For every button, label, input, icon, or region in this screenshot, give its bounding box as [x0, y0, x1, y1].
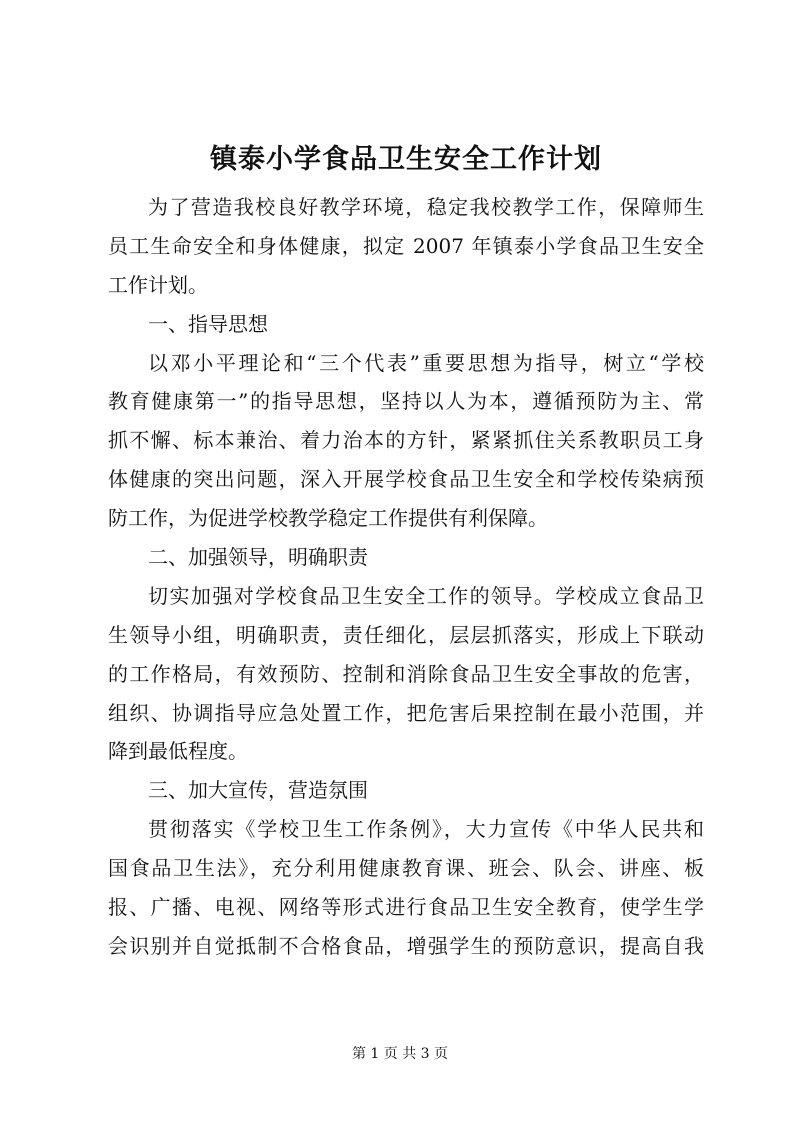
section-heading: 二、加强领导，明确职责 — [148, 545, 368, 570]
paragraph-line: 员工生命安全和身体健康，拟定 2007 年镇泰小学食品卫生安全 — [108, 233, 704, 258]
paragraph-line: 生领导小组，明确职责，责任细化，层层抓落实，形成上下联动 — [108, 622, 704, 647]
paragraph-line: 以邓小平理论和“三个代表”重要思想为指导，树立“学校 — [148, 350, 704, 375]
paragraph-line: 国食品卫生法》，充分利用健康教育课、班会、队会、讲座、板 — [108, 856, 704, 881]
section-heading: 三、加大宣传，营造氛围 — [148, 778, 368, 803]
paragraph-line: 会识别并自觉抵制不合格食品，增强学生的预防意识，提高自我 — [108, 933, 704, 958]
paragraph-line: 工作计划。 — [108, 272, 208, 297]
paragraph-line: 组织、协调指导应急处置工作，把危害后果控制在最小范围，并 — [108, 700, 704, 725]
paragraph-line: 为了营造我校良好教学环境，稳定我校教学工作，保障师生 — [148, 195, 704, 219]
paragraph-line: 的工作格局，有效预防、控制和消除食品卫生安全事故的危害， — [108, 661, 704, 686]
paragraph-line: 贯彻落实《学校卫生工作条例》，大力宣传《中华人民共和 — [148, 817, 704, 842]
document-body — [108, 188, 704, 966]
paragraph-line: 教育健康第一”的指导思想，坚持以人为本，遵循预防为主、常 — [108, 389, 704, 414]
paragraph-line: 报、广播、电视、网络等形式进行食品卫生安全教育，使学生学 — [108, 895, 704, 920]
paragraph-line: 降到最低程度。 — [108, 739, 248, 764]
paragraph-line: 防工作，为促进学校教学稳定工作提供有利保障。 — [108, 506, 548, 531]
paragraph-line: 体健康的突出问题，深入开展学校食品卫生安全和学校传染病预 — [108, 467, 704, 492]
page-footer: 第 1 页 共 3 页 — [351, 1046, 449, 1062]
section-heading: 一、指导思想 — [148, 311, 268, 336]
paragraph-line: 切实加强对学校食品卫生安全工作的领导。学校成立食品卫 — [148, 583, 704, 608]
document-title: 镇泰小学食品卫生安全工作计划 — [210, 144, 602, 175]
paragraph-line: 抓不懈、标本兼治、着力治本的方针，紧紧抓住关系教职员工身 — [108, 428, 704, 453]
